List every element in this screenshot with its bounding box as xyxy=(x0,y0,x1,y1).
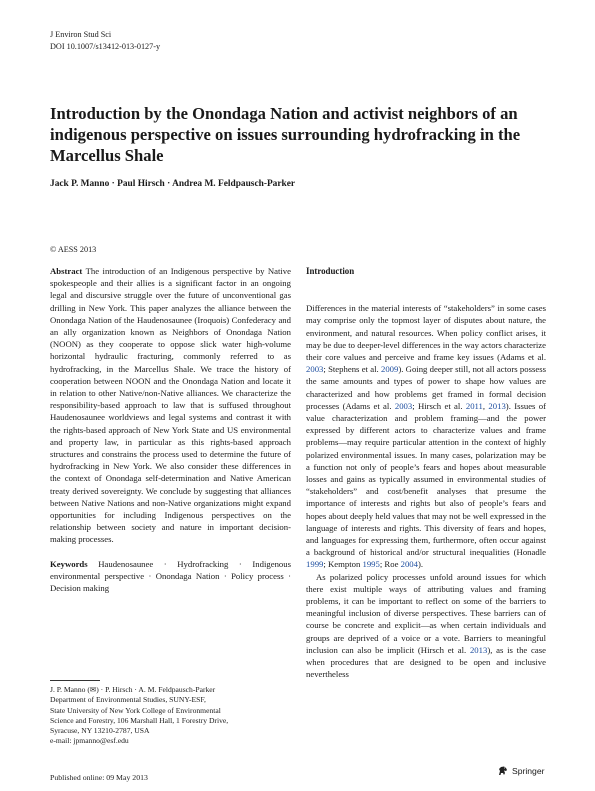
publisher-logo xyxy=(497,765,544,777)
affiliation-line: Department of Environmental Studies, SUNY-ESF, xyxy=(50,695,206,705)
intro-paragraph-2 xyxy=(306,571,546,681)
citation-link[interactable]: 2003 xyxy=(306,364,324,375)
abstract-text: The introduction of an Indigenous perspective by Native spokespeople and their allies is a significant factor in an ongoing legal and discursive struggle over the future of unconventional gas drilling in New York. This paper analyzes the alliance between the Onondaga Nation of the Haudenosaunee (Iroquois) Confederacy and an ally organization known as Neighbors of Onondaga Nation (NOON) as they cooperate to oppose slick water high-volume horizontal hydraulic fracturing, commonly referred to as hydrofracking, in the Marcellus Shale. We trace the history of cooperation between NOON and the Onondaga Nation and locate it in relation to other Native/non-Native alliances. We characterize the responsibility-based approach to law that is suffused throughout Haudenosaunee worldviews and legal systems and contrast it with the rights-based approach of New York State and US environmental and property law, in particular as this rights-based approach structures and constrains the process used to determine the future of hydrofracking in New York. We also consider these differences in the context of Onondaga self-determination and Native American treaty derived sovereignty. We conclude by suggesting that alliances between Native Nations and non-Native organizations might expand opportunities for including Indigenous perspectives on the relationship between society and nature in important decision-making processes. xyxy=(50,266,292,545)
affiliation-email[interactable]: e-mail: jpmanno@esf.edu xyxy=(50,736,129,746)
published-date: Published online: 09 May 2013 xyxy=(50,773,148,782)
intro-paragraph-1 xyxy=(306,302,546,570)
journal-header xyxy=(50,29,160,53)
text-run: Differences in the material interests of “stakeholders” in some cases may comprise only the topmost layer of disputes about nature, the environment, and natural resources. When policy conflict arises, it may be due to deeper-level differences in the way actors characterize their core values and perceive and frame key issues (Adams et al. xyxy=(306,303,546,363)
text-run: , xyxy=(482,400,489,411)
text-run: ). Going deeper still, not all actors possess the same amounts and types of power to shape how values are characterized and how problems get framed in formal decision processes (Adams et al. xyxy=(306,364,546,411)
keywords-label: Keywords xyxy=(50,558,88,569)
citation-link[interactable]: 2011 xyxy=(465,400,483,411)
section-heading-introduction: Introduction xyxy=(306,266,355,276)
springer-horse-icon xyxy=(497,765,509,777)
text-run: ; Roe xyxy=(379,559,401,570)
text-run: ; Stephens et al. xyxy=(323,364,381,375)
citation-link[interactable]: 2004 xyxy=(400,559,418,570)
publisher-name: Springer xyxy=(512,766,545,776)
citation-link[interactable]: 1999 xyxy=(306,559,324,570)
citation-link[interactable]: 2003 xyxy=(394,400,413,411)
journal-doi[interactable]: DOI 10.1007/s13412-013-0127-y xyxy=(50,42,161,51)
keywords-text: Haudenosaunee · Hydrofracking · Indigenous environmental perspective · Onondaga Nation · Policy process · Decision making xyxy=(50,558,291,594)
text-run: ), as is the case when procedures that are designed to be open and inclusive nevertheless xyxy=(306,644,546,680)
article-title: Introduction by the Onondaga Nation and activist neighbors of an indigenous perspective on issues surrounding hydrofracking in the Marcellus Shale xyxy=(50,104,521,165)
footnote-divider xyxy=(50,680,100,681)
citation-link[interactable]: 2013 xyxy=(488,400,506,411)
abstract xyxy=(50,265,291,546)
citation-link[interactable]: 2013 xyxy=(469,644,488,655)
author-affiliation xyxy=(50,685,290,747)
text-run: ). Issues of value characterization and problem framing—and the power expressed by different actors to characterize values and frame problems—may require particular attention in the context of highly polarized environmental issues. In many cases, polarization may be a function not only of people’s fears and hopes about measurable losses and gains as typically assumed in environmental studies of “stakeholders” and cost/benefit analyses that presume the importance of interests and rights but also of people’s fears and hopes about deeply held values that may not be well expressed in the language of interests and rights. This diversity of fears and hopes, and languages for expressing them, furthermore, often occur against a background of historical and/or structural inequalities (Honadle xyxy=(306,400,546,558)
text-run: ; Hirsch et al. xyxy=(412,400,466,411)
text-run: ; Kempton xyxy=(323,559,363,570)
author-list: Jack P. Manno · Paul Hirsch · Andrea M. Feldpausch-Parker xyxy=(50,179,296,189)
affiliation-line: Syracuse, NY 13210-2787, USA xyxy=(50,726,150,736)
text-run: As polarized policy processes unfold around issues for which there exist multiple ways of attributing values and framing problems, it can be important to reflect on some of the barriers to meaningful inclusion of diverse perspectives. These barriers can of course be concrete and explicit—as when certain individuals and groups are deprived of a voice or a vote. Barriers to meaningful inclusion can also be implicit (Hirsch et al. xyxy=(306,571,546,655)
affiliation-line: J. P. Manno (✉) · P. Hirsch · A. M. Feldpausch-Parker xyxy=(50,685,216,694)
left-column xyxy=(50,265,291,594)
copyright-notice: © AESS 2013 xyxy=(50,245,97,254)
journal-name: J Environ Stud Sci xyxy=(50,30,112,39)
citation-link[interactable]: 2009 xyxy=(380,364,399,375)
text-run: ). xyxy=(417,559,424,570)
affiliation-line: State University of New York College of Environmental xyxy=(50,705,221,715)
citation-link[interactable]: 1995 xyxy=(362,559,380,570)
abstract-label: Abstract xyxy=(50,266,83,276)
affiliation-line: Science and Forestry, 106 Marshall Hall, 1 Forestry Drive, xyxy=(50,715,229,725)
right-column xyxy=(306,265,546,681)
keywords xyxy=(50,558,291,595)
